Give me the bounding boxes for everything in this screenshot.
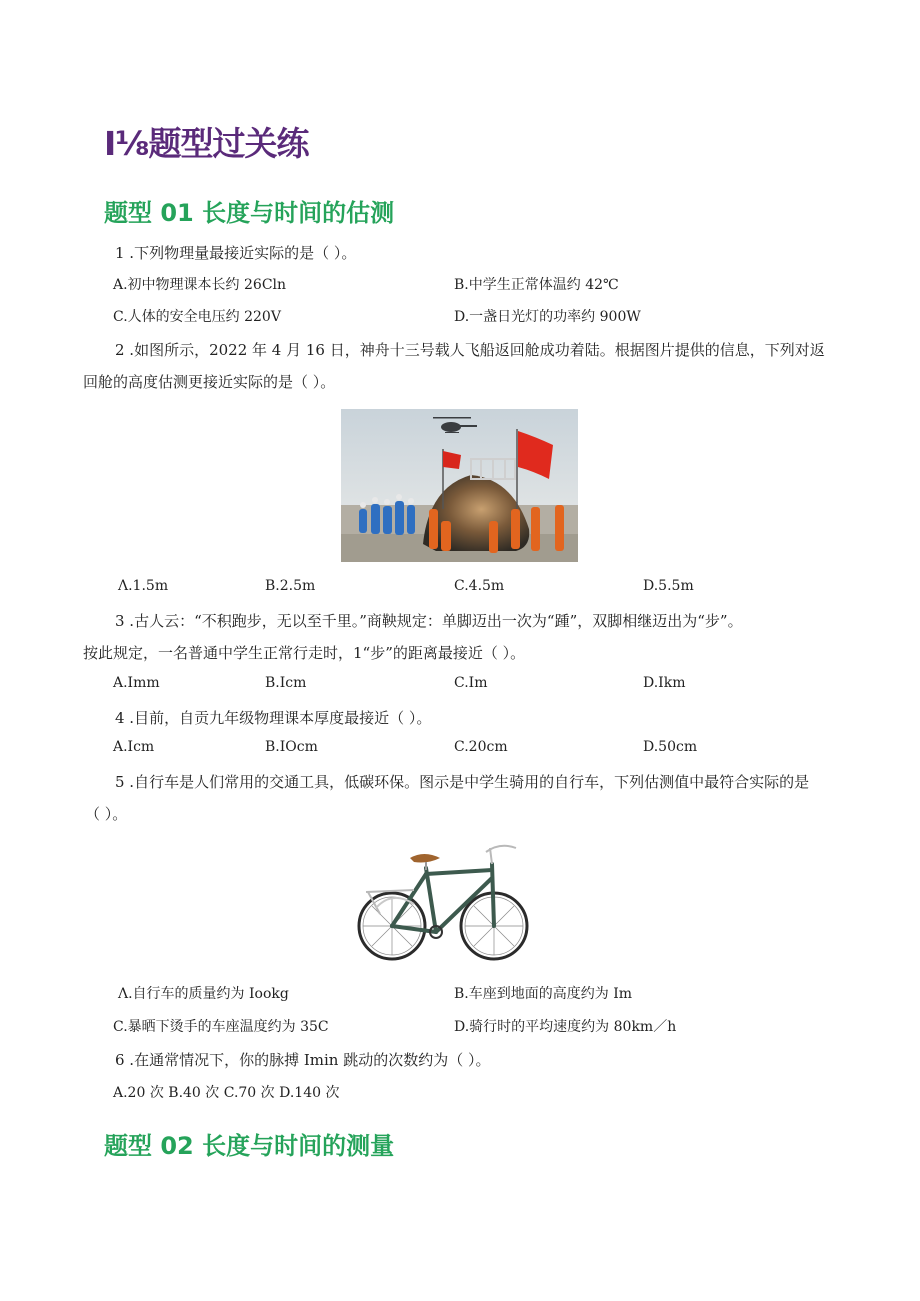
q6-options: A.20 次 B.40 次 C.70 次 D.140 次	[113, 1085, 340, 1101]
q5-option-c: C.暴晒下烫手的车座温度约为 35C	[113, 1019, 329, 1035]
q5-option-d: D.骑行时的平均速度约为 80km／h	[454, 1019, 677, 1035]
q4-option-a: A.Icm	[113, 739, 155, 755]
q3-option-b: B.Icm	[265, 675, 307, 691]
q2-option-c: C.4.5m	[454, 578, 505, 594]
question-5-text-line2: （ ）。	[85, 805, 128, 823]
q4-option-b: B.IOcm	[265, 739, 318, 755]
q1-option-b: B.中学生正常体温约 42℃	[454, 277, 619, 293]
q5-option-a: Λ.自行车的质量约为 Iookg	[118, 986, 289, 1002]
question-4-text: 4 .目前，自贡九年级物理课本厚度最接近（ ）。	[115, 709, 432, 727]
question-3-text-line1: 3 .古人云：“不积跑步，无以至千里。”商鞅规定：单脚迈出一次为“踵”，双脚相继迈出为“步”。	[115, 612, 743, 630]
q4-option-c: C.20cm	[454, 739, 508, 755]
q3-option-a: A.Imm	[113, 675, 160, 691]
q1-option-d: D.一盏日光灯的功率约 900W	[454, 309, 641, 325]
capsule-landing-photo	[341, 409, 578, 562]
page-title: Ⅰ⅛题型过关练	[104, 124, 309, 163]
q1-option-c: C.人体的安全电压约 220V	[113, 309, 281, 325]
q2-option-a: Λ.1.5m	[118, 578, 169, 594]
question-3-text-line2: 按此规定，一名普通中学生正常行走时，1“步”的距离最接近（ ）。	[83, 644, 526, 662]
question-2-text-line1: 2 .如图所示，2022 年 4 月 16 日，神舟十三号载人飞船返回舱成功着陆。根据图片提供的信息，下列对返	[115, 341, 825, 359]
q3-option-d: D.Ikm	[643, 675, 686, 691]
section-title-02: 题型 02 长度与时间的测量	[104, 1132, 395, 1160]
question-2-text-line2: 回舱的高度估测更接近实际的是（ ）。	[83, 373, 336, 391]
q4-option-d: D.50cm	[643, 739, 698, 755]
bicycle-illustration	[354, 834, 532, 964]
q5-option-b: B.车座到地面的高度约为 Im	[454, 986, 632, 1002]
question-1-text: 1 .下列物理量最接近实际的是（ ）。	[115, 244, 357, 262]
q2-option-d: D.5.5m	[643, 578, 694, 594]
section-title-01: 题型 01 长度与时间的估测	[104, 199, 395, 227]
bicycle-photo	[354, 834, 532, 964]
q2-option-b: B.2.5m	[265, 578, 316, 594]
question-5-text-line1: 5 .自行车是人们常用的交通工具，低碳环保。图示是中学生骑用的自行车，下列估测值中最符合实际的是	[115, 773, 810, 791]
question-6-text: 6 .在通常情况下，你的脉搏 Imin 跳动的次数约为（ ）。	[115, 1051, 491, 1069]
capsule-landing-illustration	[341, 409, 578, 562]
q1-option-a: A.初中物理课本长约 26Cln	[113, 277, 287, 293]
q3-option-c: C.Im	[454, 675, 488, 691]
